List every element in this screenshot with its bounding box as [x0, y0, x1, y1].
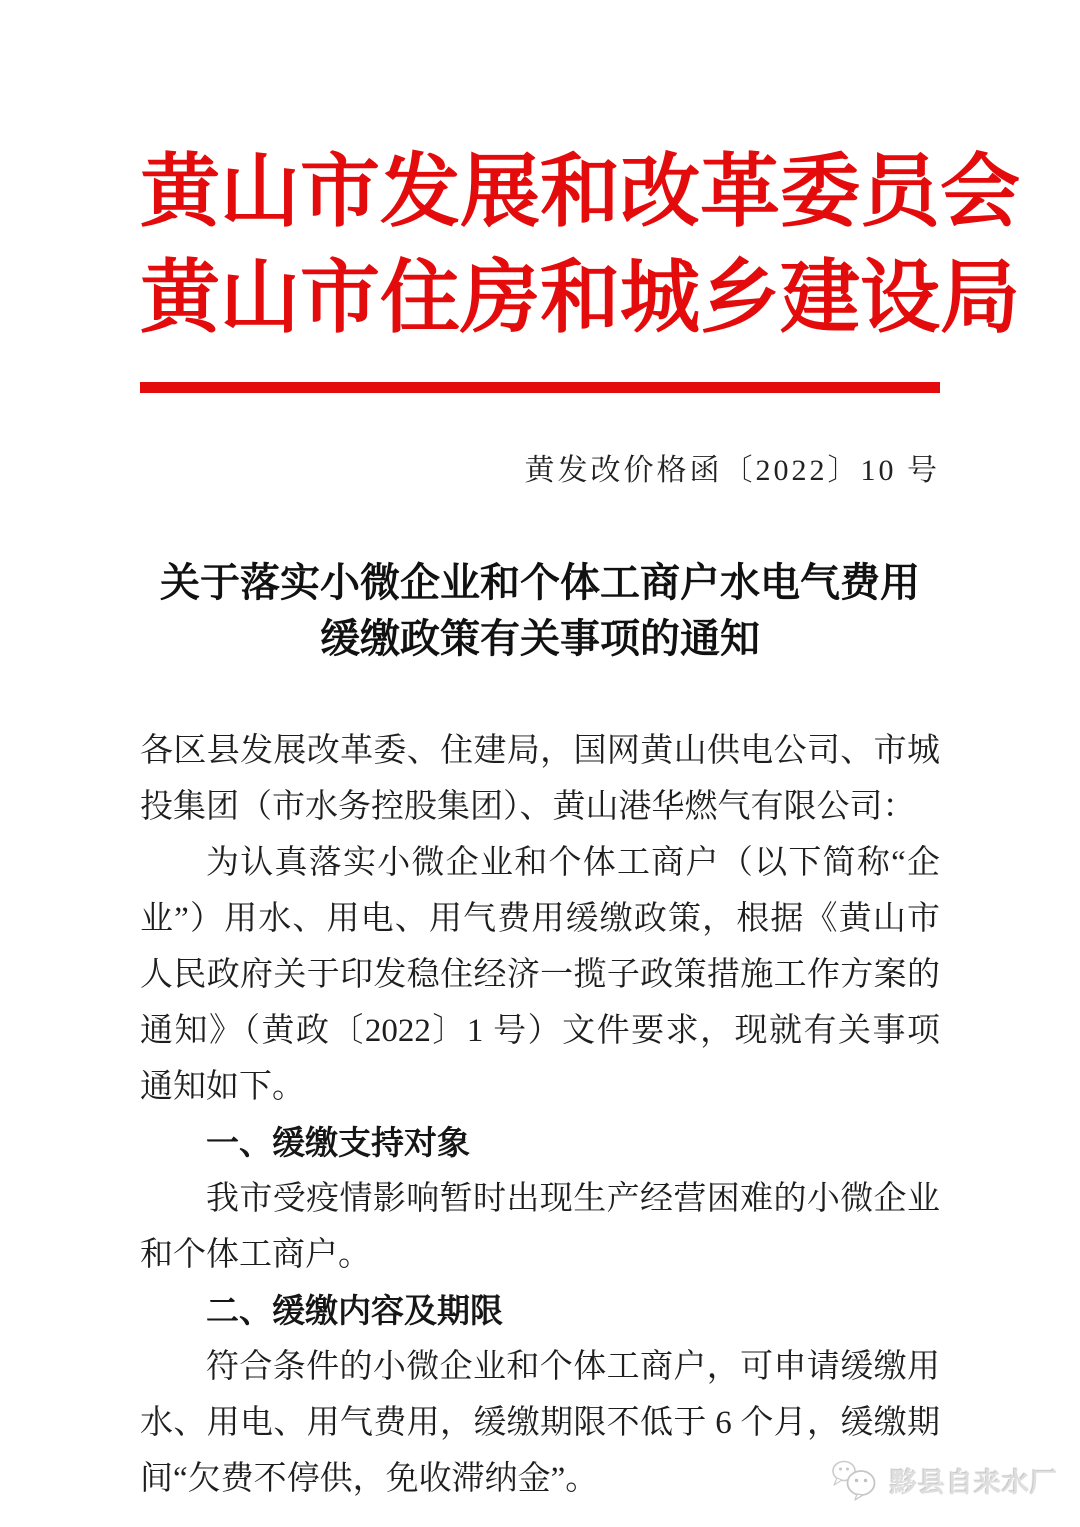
watermark-label: 黟县自来水厂 [890, 1467, 1058, 1498]
section-2-heading: 二、缓缴内容及期限 [206, 1292, 503, 1329]
section-2-paragraph: 符合条件的小微企业和个体工商户，可申请缓缴用水、用电、用气费用，缓缴期限不低于 6 个月，缓缴期间“欠费不停供，免收滞纳金”。 [140, 1349, 940, 1497]
letterhead [140, 140, 1020, 352]
account-watermark [830, 1459, 1058, 1501]
section-1-paragraph: 我市受疫情影响暂时出现生产经营困难的小微企业和个体工商户。 [140, 1181, 940, 1273]
intro-paragraph: 为认真落实小微企业和个体工商户（以下简称“企业”）用水、用电、用气费用缓缴政策，根据《黄山市人民政府关于印发稳住经济一揽子政策措施工作方案的通知》（黄政〔2022〕1 号）文件要求，现就有关事项通知如下。 [140, 845, 940, 1105]
salutation-paragraph: 各区县发展改革委、住建局，国网黄山供电公司、市城投集团（市水务控股集团）、黄山港华燃气有限公司： [140, 733, 940, 825]
wechat-icon [830, 1459, 882, 1501]
letterhead-rule [140, 382, 940, 393]
document-title-line-2: 缓缴政策有关事项的通知 [320, 616, 760, 661]
document-title [140, 555, 940, 667]
letterhead-line-2: 黄山市住房和城乡建设局 [140, 255, 1020, 343]
document-body [140, 723, 940, 1507]
letterhead-line-1: 黄山市发展和改革委员会 [140, 149, 1020, 237]
document-number: 黄发改价格函〔2022〕10 号 [524, 454, 940, 487]
document-title-line-1: 关于落实小微企业和个体工商户水电气费用 [160, 560, 920, 605]
section-1-heading: 一、缓缴支持对象 [206, 1124, 470, 1161]
